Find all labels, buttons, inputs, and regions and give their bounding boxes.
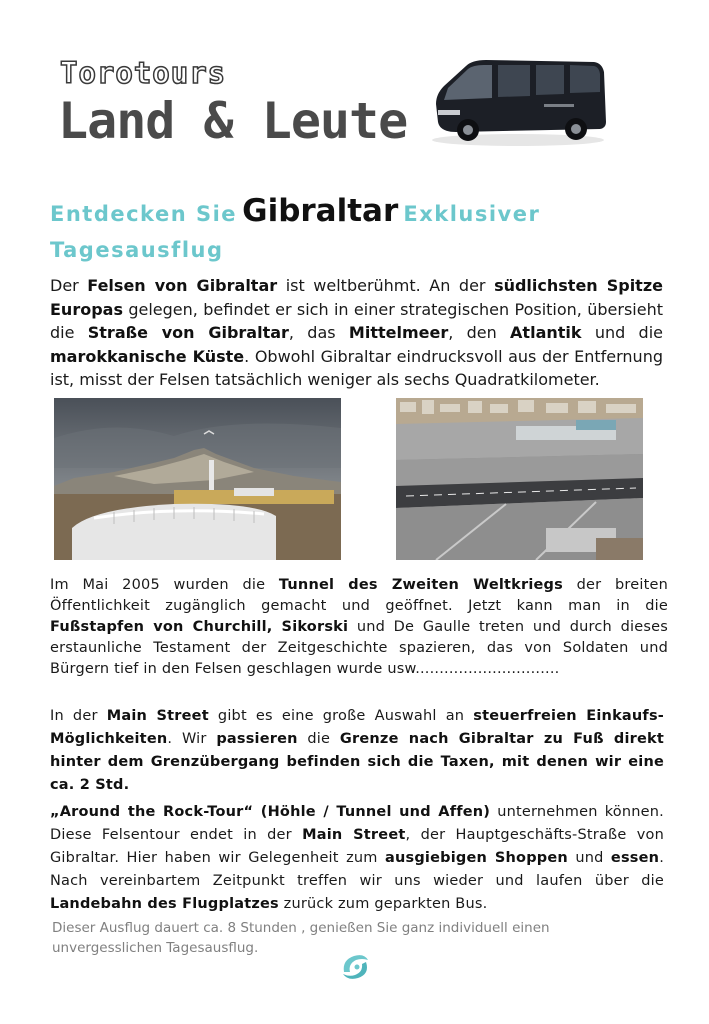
tour-paragraph xyxy=(50,705,664,916)
brand-title: Land & Leute xyxy=(58,92,408,150)
intro-bold: südlichsten Spitze Europas xyxy=(50,276,663,319)
intro-bold: Felsen von Gibraltar xyxy=(87,276,278,295)
history-paragraph xyxy=(50,575,668,680)
footer-note: Dieser Ausflug dauert ca. 8 Stunden , genießen Sie ganz individuell einen unvergesslichen Tagesausflug. xyxy=(52,920,550,956)
tour-bold: Grenze nach Gibraltar zu Fuß direkt hinter dem Grenzübergang befinden sich die Taxen, mit denen wir eine ca. 2 Std. xyxy=(50,731,664,793)
tour-bold: „Around the Rock-Tour“ (Höhle / Tunnel und Affen) xyxy=(50,804,491,820)
headline-gibraltar: Gibraltar xyxy=(242,193,399,229)
tour-text: gibt es eine große Auswahl an xyxy=(208,708,474,724)
history-bold: Fußstapfen von Churchill, Sikorski xyxy=(50,619,349,635)
tour-text: . Wir xyxy=(167,731,217,747)
airport-runway-photo xyxy=(396,398,643,560)
tour-text: und xyxy=(567,850,611,866)
tour-bold: Main Street xyxy=(106,708,209,724)
headline xyxy=(50,194,650,269)
dolphin-logo-icon xyxy=(338,950,372,982)
headline-part1: Entdecken Sie xyxy=(50,202,238,226)
rock-of-gibraltar-photo xyxy=(54,398,341,560)
intro-text: , das xyxy=(288,323,349,342)
history-text: Im Mai 2005 wurden die xyxy=(50,577,279,593)
intro-text: , den xyxy=(448,323,511,342)
intro-text: gelegen, befindet er sich in einer strategischen Position, übersieht die xyxy=(50,299,663,342)
bus-image xyxy=(426,52,610,148)
intro-text: . Obwohl Gibraltar eindrucksvoll aus der Entfernung ist, misst der Felsen tatsächlich weniger als sechs Quadratkilometer. xyxy=(50,346,663,389)
tour-bold: essen xyxy=(610,850,660,866)
intro-text: ist weltberühmt. An der xyxy=(277,276,495,295)
tour-text: . Nach vereinbartem Zeitpunkt treffen wir uns wieder und laufen über die xyxy=(50,850,664,889)
intro-bold: Atlantik xyxy=(510,323,582,342)
intro-bold: Straße von Gibraltar xyxy=(87,323,289,342)
tour-bold: ausgiebigen Shoppen xyxy=(385,850,568,866)
history-text: der breiten Öffentlichkeit zugänglich gemacht und geöffnet. Jetzt kann man in die xyxy=(50,577,668,614)
history-text: und De Gaulle treten und durch dieses erstaunliche Testament der Zeitgeschichte spazieren, das von Soldaten und Bürgern tief in den Felsen geschlagen wurde usw.............................. xyxy=(50,619,668,677)
tour-bold: steuerfreien Einkaufs-Möglichkeiten xyxy=(50,708,664,747)
tour-bold: Landebahn des Flugplatzes xyxy=(50,896,279,912)
headline-part3: Exklusiver Tagesausflug xyxy=(50,202,541,262)
history-bold: Tunnel des Zweiten Weltkriegs xyxy=(278,577,563,593)
tour-text: In der xyxy=(50,708,107,724)
brand-tagline: Torotours xyxy=(60,56,227,90)
tour-text: , der Hauptgeschäfts-Straße von Gibraltar. Hier haben wir Gelegenheit zum xyxy=(50,827,664,866)
tour-text: unternehmen können. Diese Felsentour endet in der xyxy=(50,804,664,843)
intro-paragraph xyxy=(50,274,663,392)
tour-bold: Main Street xyxy=(302,827,406,843)
intro-text: und die xyxy=(581,323,664,342)
tour-text: zurück zum geparkten Bus. xyxy=(278,896,488,912)
tour-text: die xyxy=(297,731,340,747)
tour-bold: passieren xyxy=(216,731,298,747)
intro-bold: marokkanische Küste xyxy=(50,346,245,366)
intro-bold: Mittelmeer xyxy=(348,323,449,342)
intro-text: Der xyxy=(50,276,88,295)
